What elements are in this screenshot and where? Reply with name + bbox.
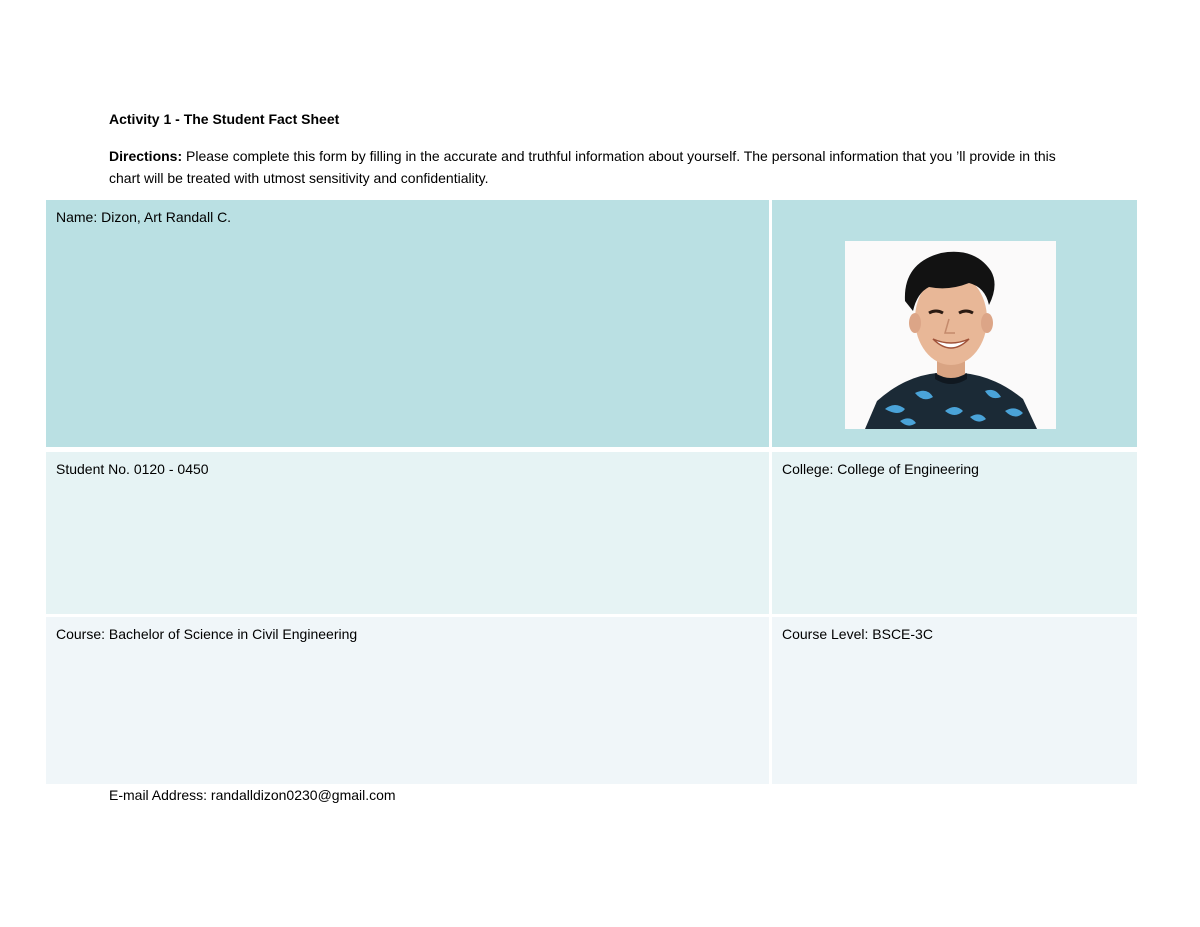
photo-cell [772,200,1137,447]
name-value: Name: Dizon, Art Randall C. [56,209,232,225]
course-level-cell [772,617,1137,784]
student-photo [845,241,1056,429]
name-cell [46,200,769,447]
course-value: Course: Bachelor of Science in Civil Engineering [56,626,358,642]
student-no-value: Student No. 0120 - 0450 [56,461,209,477]
student-no-cell [46,452,769,614]
college-cell [772,452,1137,614]
student-info-table [46,200,1137,784]
course-cell [46,617,769,784]
college-value: College: College of Engineering [782,461,979,477]
student-portrait-image [845,241,1056,429]
course-level-value: Course Level: BSCE-3C [782,626,933,642]
directions-text: Please complete this form by filling in the accurate and truthful information about yourself. The personal information that you ’ll provide in this chart will be treated with utmost sensitivity and confidentiality. [109,148,1056,186]
directions [109,145,1069,189]
page-title: Activity 1 - The Student Fact Sheet [109,111,340,127]
directions-label: Directions: [109,148,183,164]
email-address: E-mail Address: randalldizon0230@gmail.com [109,787,396,803]
